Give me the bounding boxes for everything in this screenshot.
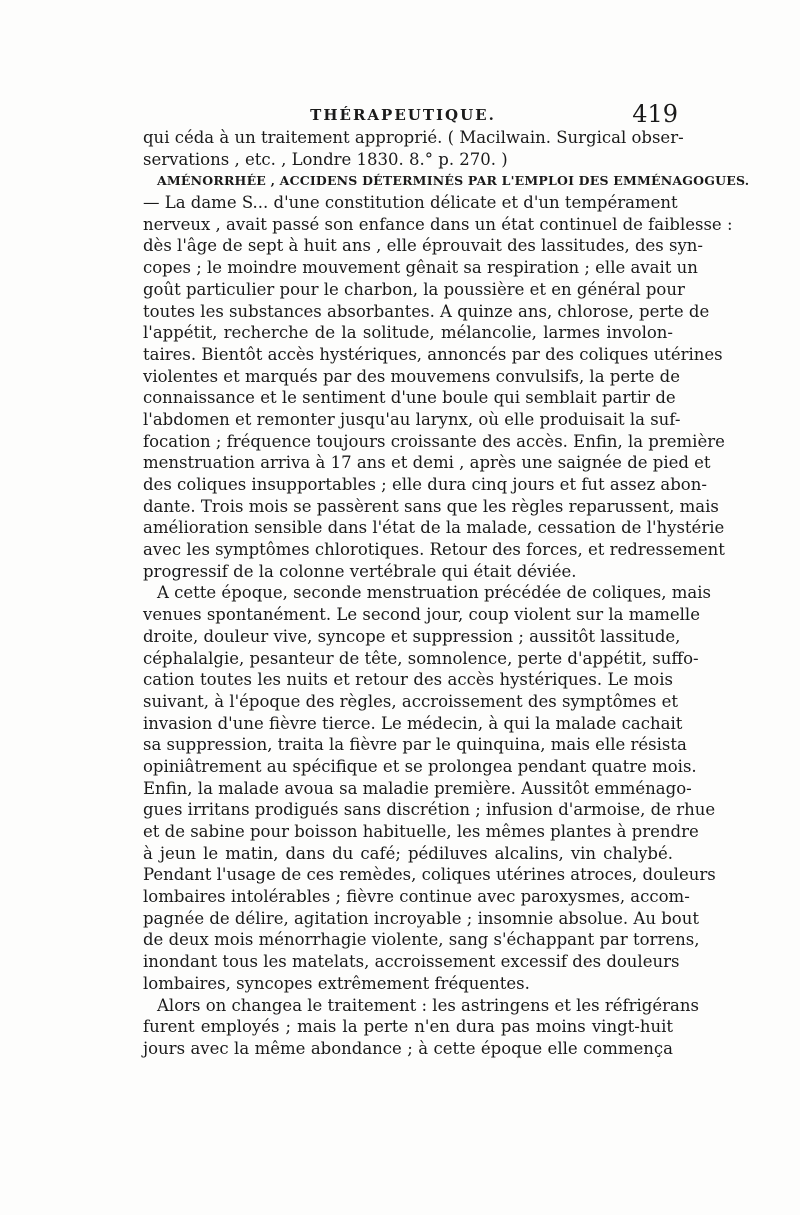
text-line: l'appétit, recherche de la solitude, mélancolie, larmes involon- xyxy=(143,323,673,343)
text-line: gues irritans prodigués sans discrétion ; infusion d'armoise, de rhue xyxy=(143,800,716,820)
text-line: AMÉNORRHÉE , ACCIDENS DÉTERMINÉS PAR L'EMPLOI DES EMMÉNAGOGUES. xyxy=(157,173,750,189)
text-line: et de sabine pour boisson habituelle, les mêmes plantes à prendre xyxy=(143,822,699,841)
text-line: Enfin, la malade avoua sa maladie première. Aussitôt emménago- xyxy=(143,778,692,798)
text-line: à jeun le matin, dans du café; pédiluves alcalins, vin chalybé. xyxy=(143,843,673,863)
text-line: taires. Bientôt accès hystériques, annoncés par des coliques utérines xyxy=(143,344,723,364)
text-line: toutes les substances absorbantes. A quinze ans, chlorose, perte de xyxy=(143,301,710,321)
text-line: connaissance et le sentiment d'une boule qui semblait partir de xyxy=(143,388,676,408)
text-line: opiniâtrement au spécifique et se prolongea pendant quatre mois. xyxy=(143,756,697,776)
text-line: lombaires, syncopes extrêmement fréquentes. xyxy=(143,973,530,993)
text-line: cation toutes les nuits et retour des accès hystériques. Le mois xyxy=(143,670,673,690)
text-line: Pendant l'usage de ces remèdes, coliques utérines atroces, douleurs xyxy=(143,865,716,885)
text-line: dès l'âge de sept à huit ans , elle éprouvait des lassitudes, des syn- xyxy=(143,236,704,256)
text-line: invasion d'une fièvre tierce. Le médecin, à qui la malade cachait xyxy=(143,713,683,733)
text-line: qui céda à un traitement approprié. ( Macilwain. Surgical obser- xyxy=(143,128,684,147)
text-line: venues spontanément. Le second jour, coup violent sur la mamelle xyxy=(143,605,700,625)
text-line: suivant, à l'époque des règles, accroissement des symptômes et xyxy=(143,691,679,711)
text-line: sa suppression, traita la fièvre par le quinquina, mais elle résista xyxy=(143,735,687,755)
text-line: — La dame S... d'une constitution délicate et d'un tempérament xyxy=(143,193,678,213)
text-line: l'abdomen et remonter jusqu'au larynx, où elle produisait la suf- xyxy=(143,409,681,429)
text-line: inondant tous les matelats, accroissement excessif des douleurs xyxy=(143,952,680,972)
text-line: A cette époque, seconde menstruation précédée de coliques, mais xyxy=(157,583,711,603)
text-line: progressif de la colonne vertébrale qui était déviée. xyxy=(143,561,577,581)
text-line: céphalalgie, pesanteur de tête, somnolence, perte d'appétit, suffo- xyxy=(143,648,699,668)
text-line: copes ; le moindre mouvement gênait sa respiration ; elle avait un xyxy=(143,258,698,278)
text-line: violentes et marqués par des mouvemens convulsifs, la perte de xyxy=(143,366,680,386)
running-title: THÉRAPEUTIQUE. xyxy=(310,106,496,124)
page-number: 419 xyxy=(632,100,678,128)
text-line: menstruation arriva à 17 ans et demi , après une saignée de pied et xyxy=(143,453,711,473)
text-line: de deux mois ménorrhagie violente, sang s'échappant par torrens, xyxy=(143,930,700,950)
text-line: avec les symptômes chlorotiques. Retour des forces, et redressement xyxy=(143,540,725,560)
body-text xyxy=(143,127,750,1060)
text-line: lombaires intolérables ; fièvre continue avec paroxysmes, accom- xyxy=(143,887,690,907)
text-line: jours avec la même abondance ; à cette époque elle commença xyxy=(143,1038,673,1058)
text-line: Alors on changea le traitement : les astringens et les réfrigérans xyxy=(157,995,699,1015)
text-line: des coliques insupportables ; elle dura cinq jours et fut assez abon- xyxy=(143,475,707,494)
text-line: focation ; fréquence toujours croissante des accès. Enfin, la première xyxy=(143,431,725,451)
text-line: dante. Trois mois se passèrent sans que les règles reparussent, mais xyxy=(143,496,719,516)
text-line: servations , etc. , Londre 1830. 8.° p. 270. ) xyxy=(143,149,508,169)
text-line: nerveux , avait passé son enfance dans un état continuel de faiblesse : xyxy=(143,214,733,234)
text-line: pagnée de délire, agitation incroyable ; insomnie absolue. Au bout xyxy=(143,908,699,928)
text-line: goût particulier pour le charbon, la poussière et en général pour xyxy=(143,279,685,299)
text-line: amélioration sensible dans l'état de la malade, cessation de l'hystérie xyxy=(143,518,725,538)
text-line: furent employés ; mais la perte n'en dura pas moins vingt-huit xyxy=(143,1017,673,1037)
text-line: droite, douleur vive, syncope et suppression ; aussitôt lassitude, xyxy=(143,626,681,646)
